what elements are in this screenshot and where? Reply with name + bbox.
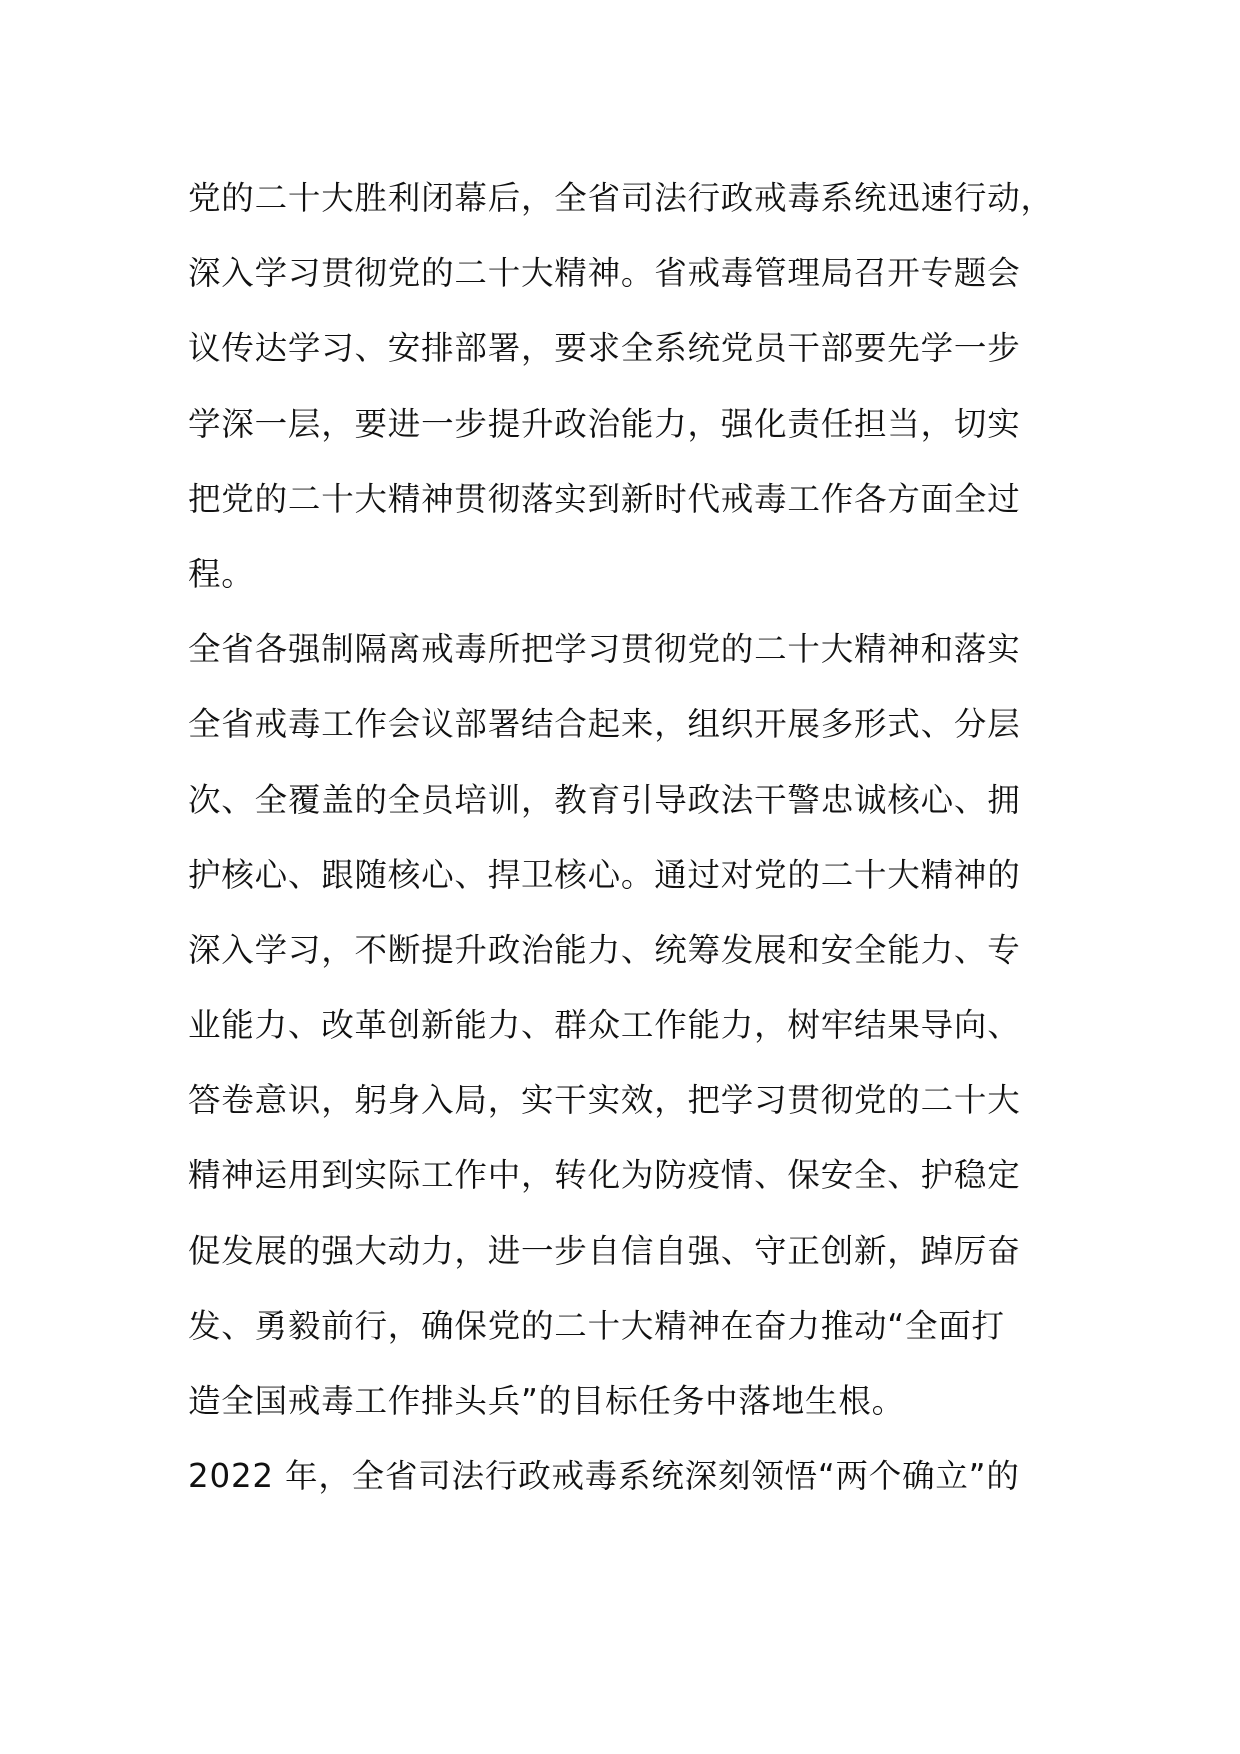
text-line: 业能力、改革创新能力、群众工作能力，树牢结果导向、 (188, 1006, 1021, 1045)
paragraph (188, 612, 1068, 1439)
paragraph (188, 161, 1068, 612)
text-line: 精神运用到实际工作中，转化为防疫情、保安全、护稳定 (188, 1156, 1021, 1195)
text-line: 党的二十大胜利闭幕后，全省司法行政戒毒系统迅速行动， (188, 179, 1054, 217)
text-line: 把党的二十大精神贯彻落实到新时代戒毒工作各方面全过 (188, 479, 1021, 518)
text-line: 全省各强制隔离戒毒所把学习贯彻党的二十大精神和落实 (188, 630, 1021, 669)
text-line: 造全国戒毒工作排头兵”的目标任务中落地生根。 (188, 1382, 905, 1420)
text-line: 答卷意识，躬身入局，实干实效，把学习贯彻党的二十大 (188, 1081, 1021, 1120)
text-line: 学深一层，要进一步提升政治能力，强化责任担当，切实 (188, 404, 1021, 443)
text-line: 次、全覆盖的全员培训，教育引导政法干警忠诚核心、拥 (188, 780, 1021, 819)
text-line: 全省戒毒工作会议部署结合起来，组织开展多形式、分层 (188, 705, 1021, 744)
text-line: 深入学习，不断提升政治能力、统筹发展和安全能力、专 (188, 930, 1021, 969)
body-text (188, 161, 1068, 1514)
text-line: 2022 年，全省司法行政戒毒系统深刻领悟“两个确立”的 (188, 1457, 1020, 1496)
text-line: 议传达学习、安排部署，要求全系统党员干部要先学一步 (188, 329, 1021, 368)
text-line: 护核心、跟随核心、捍卫核心。通过对党的二十大精神的 (188, 855, 1021, 894)
text-line: 程。 (188, 554, 255, 593)
text-line: 促发展的强大动力，进一步自信自强、守正创新，踔厉奋 (188, 1231, 1021, 1270)
text-line: 发、勇毅前行，确保党的二十大精神在奋力推动“全面打 (188, 1306, 1005, 1345)
text-line: 深入学习贯彻党的二十大精神。省戒毒管理局召开专题会 (188, 254, 1021, 293)
paragraph (188, 1439, 1068, 1514)
